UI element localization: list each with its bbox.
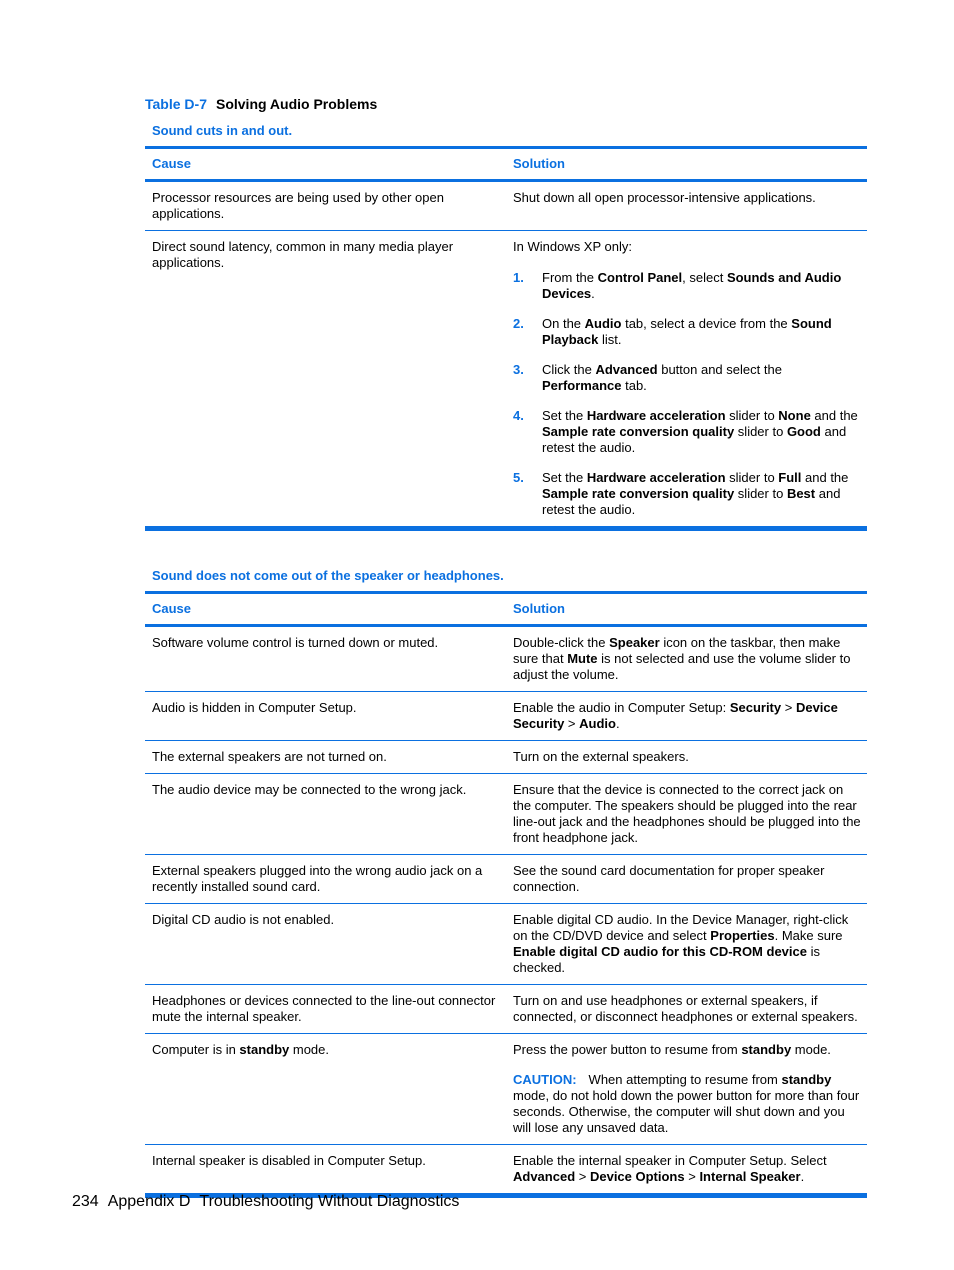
step-number: 3. [513, 362, 524, 377]
table-row [145, 774, 867, 855]
page-number: 234 [72, 1193, 99, 1210]
caution-note: CAUTION: When attempting to resume from standby mode, do not hold down the power button for more than four seconds. Otherwise, the computer will shut down and you will lose any unsaved data. [513, 1072, 860, 1135]
step-number: 1. [513, 270, 524, 285]
section-title-sound-cuts: Sound cuts in and out. [152, 123, 293, 138]
header-cause: Cause [145, 148, 506, 181]
step-number: 4. [513, 408, 524, 423]
cause-cell: Internal speaker is disabled in Computer Setup. [145, 1145, 506, 1196]
step-item [513, 470, 861, 518]
step-text: From the Control Panel, select Sounds and Audio Devices. [542, 270, 842, 301]
table-header-row [145, 148, 867, 181]
table-row [145, 181, 867, 231]
solution-cell: Enable digital CD audio. In the Device Manager, right-click on the CD/DVD device and select Properties. Make sure Enable digital CD audio for this CD-ROM device is checked. [506, 904, 867, 985]
cause-cell: Headphones or devices connected to the line-out connector mute the internal speaker. [145, 985, 506, 1034]
cause-cell: Software volume control is turned down or muted. [145, 626, 506, 692]
footer-title: Troubleshooting Without Diagnostics [199, 1193, 460, 1210]
solution-cell: Turn on the external speakers. [506, 741, 867, 774]
table-label: Table D-7 [145, 96, 207, 112]
header-solution: Solution [506, 593, 867, 626]
table-header-row [145, 593, 867, 626]
solution-cell: Enable the internal speaker in Computer Setup. Select Advanced > Device Options > Internal Speaker. [506, 1145, 867, 1196]
solution-cell: Enable the audio in Computer Setup: Security > Device Security > Audio. [506, 692, 867, 741]
step-item [513, 316, 861, 348]
table-no-sound [145, 591, 867, 1198]
solution-cell [506, 231, 867, 529]
solution-cell: Shut down all open processor-intensive applications. [506, 181, 867, 231]
table-row [145, 1034, 867, 1145]
step-number: 5. [513, 470, 524, 485]
cause-cell: Digital CD audio is not enabled. [145, 904, 506, 985]
table-title: Solving Audio Problems [215, 96, 378, 112]
step-text: Set the Hardware acceleration slider to Full and the Sample rate conversion quality slider to Best and retest the audio. [542, 470, 849, 517]
cause-cell: Direct sound latency, common in many media player applications. [145, 231, 506, 529]
section-title-no-sound: Sound does not come out of the speaker or headphones. [152, 568, 504, 583]
step-item [513, 408, 861, 456]
solution-cell: Turn on and use headphones or external speakers, if connected, or disconnect headphones or external speakers. [506, 985, 867, 1034]
table-row [145, 1145, 867, 1196]
page-footer [72, 1192, 468, 1212]
solution-cell [506, 1034, 867, 1145]
header-solution: Solution [506, 148, 867, 181]
caution-label: CAUTION: [513, 1072, 577, 1087]
table-caption [145, 96, 377, 112]
cause-cell: The external speakers are not turned on. [145, 741, 506, 774]
solution-text: Press the power button to resume from standby mode. [513, 1042, 831, 1057]
table-row [145, 855, 867, 904]
table-row [145, 985, 867, 1034]
cause-cell: External speakers plugged into the wrong audio jack on a recently installed sound card. [145, 855, 506, 904]
cause-cell: Processor resources are being used by other open applications. [145, 181, 506, 231]
table-row [145, 741, 867, 774]
steps-list [513, 270, 861, 518]
step-text: On the Audio tab, select a device from the Sound Playback list. [542, 316, 832, 347]
footer-appendix: Appendix D [107, 1193, 191, 1210]
solution-cell: See the sound card documentation for proper speaker connection. [506, 855, 867, 904]
step-text: Click the Advanced button and select the Performance tab. [542, 362, 782, 393]
step-number: 2. [513, 316, 524, 331]
cause-cell: Audio is hidden in Computer Setup. [145, 692, 506, 741]
table-row [145, 626, 867, 692]
header-cause: Cause [145, 593, 506, 626]
cause-cell: Computer is in standby mode. [145, 1034, 506, 1145]
solution-intro: In Windows XP only: [513, 239, 632, 254]
table-row [145, 231, 867, 529]
step-item [513, 270, 861, 302]
cause-cell: The audio device may be connected to the wrong jack. [145, 774, 506, 855]
solution-cell: Double-click the Speaker icon on the taskbar, then make sure that Mute is not selected and use the volume slider to adjust the volume. [506, 626, 867, 692]
step-text: Set the Hardware acceleration slider to None and the Sample rate conversion quality slider to Good and retest the audio. [542, 408, 858, 455]
solution-cell: Ensure that the device is connected to the correct jack on the computer. The speakers should be plugged into the rear line-out jack and the headphones should be plugged into the front headphone jack. [506, 774, 867, 855]
step-item [513, 362, 861, 394]
table-row [145, 692, 867, 741]
table-row [145, 904, 867, 985]
table-sound-cuts [145, 146, 867, 531]
